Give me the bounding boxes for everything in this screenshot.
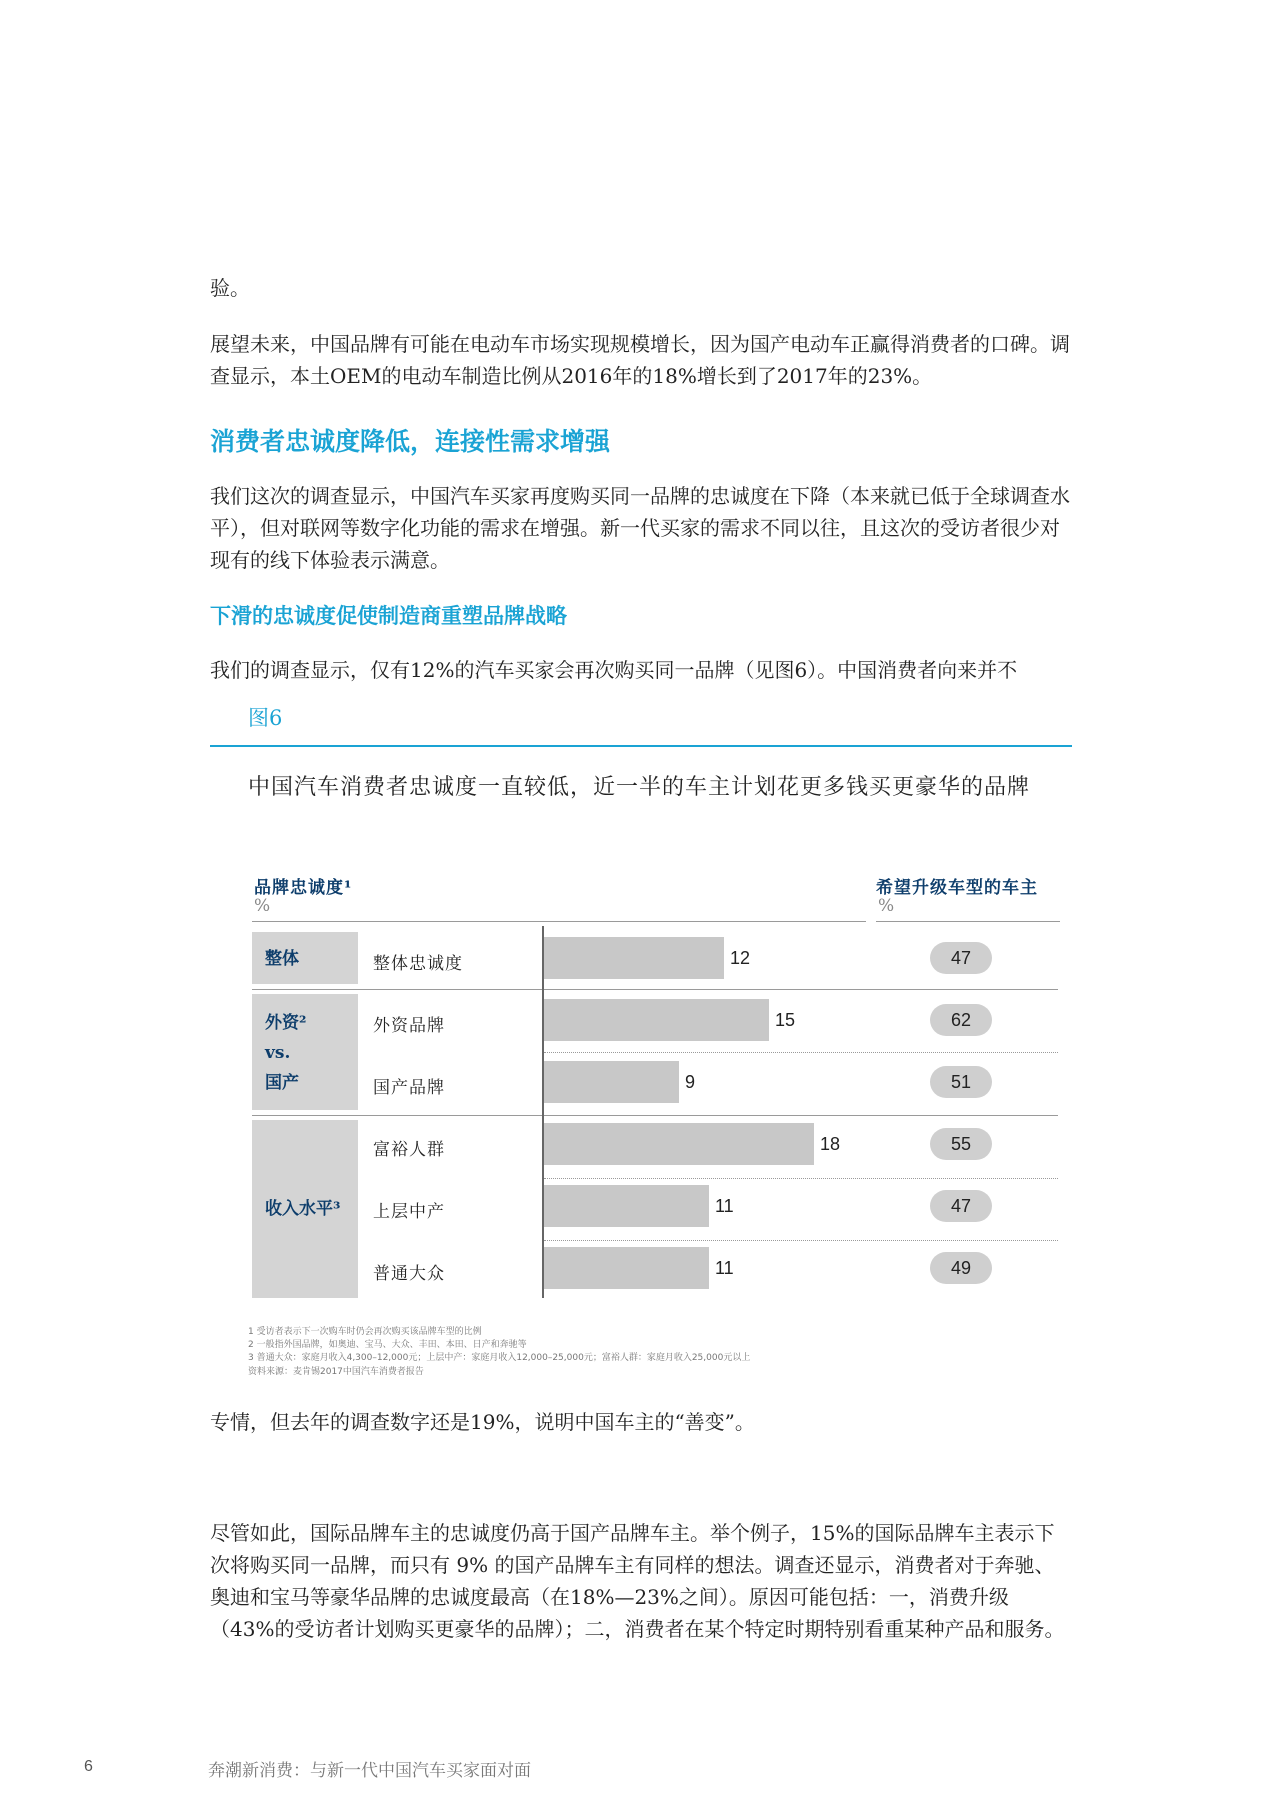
left-column-unit: % xyxy=(254,896,271,916)
loyalty-bar xyxy=(544,1123,814,1165)
loyalty-value-label: 15 xyxy=(775,1010,796,1030)
footer-title: 奔潮新消费：与新一代中国汽车买家面对面 xyxy=(208,1761,531,1781)
row-separator xyxy=(544,1178,1058,1179)
row-label-affluent: 富裕人群 xyxy=(373,1140,445,1160)
row-label-overall-loyalty: 整体忠诚度 xyxy=(373,954,463,974)
right-column-unit: % xyxy=(878,896,895,916)
loyalty-bar xyxy=(544,1185,709,1227)
loyalty-value-label: 11 xyxy=(715,1196,734,1216)
loyalty-value-label: 11 xyxy=(715,1258,734,1278)
row-separator xyxy=(544,1240,1058,1241)
group-separator xyxy=(252,1115,1058,1116)
paragraph-fragment: 验。 xyxy=(210,276,250,300)
page-number: 6 xyxy=(84,1758,93,1775)
loyalty-bar xyxy=(544,1061,679,1103)
upgrade-intent-badge: 47 xyxy=(930,942,992,974)
loyalty-value-label: 9 xyxy=(685,1072,696,1092)
paragraph-loyalty-end: 专情，但去年的调查数字还是19%，说明中国车主的“善变”。 xyxy=(210,1410,755,1434)
figure-label: 图6 xyxy=(248,706,283,730)
upgrade-intent-badge: 55 xyxy=(930,1128,992,1160)
right-header-rule xyxy=(876,921,1060,922)
loyalty-bar xyxy=(544,937,724,979)
paragraph-outlook: 展望未来，中国品牌有可能在电动车市场实现规模增长，因为国产电动车正赢得消费者的口碑。调查显示，本土OEM的电动车制造比例从2016年的18%增长到了2017年的23%。 xyxy=(210,332,1070,388)
group-label-vs: vs. xyxy=(265,1043,291,1063)
row-label-foreign-brands: 外资品牌 xyxy=(373,1016,445,1036)
footnote-source: 资料来源：麦肯锡2017中国汽车消费者报告 xyxy=(248,1367,424,1377)
footnote: 2 一般指外国品牌，如奥迪、宝马、大众、丰田、本田、日产和奔驰等 xyxy=(248,1340,527,1350)
paragraph-international: 尽管如此，国际品牌车主的忠诚度仍高于国产品牌车主。举个例子，15%的国际品牌车主表示下次将购买同一品牌，而只有 9% 的国产品牌车主有同样的想法。调查还显示，消费者对于奔驰、奥迪和宝马等豪华品牌的忠诚度最高（在18%—23%之间）。原因可能包括：一，消费升级（43%的受访者计划购买更豪华的品牌）；二，消费者在某个特定时期特别看重某种产品和服务。 xyxy=(210,1521,1065,1641)
figure-top-rule xyxy=(210,745,1072,747)
group-label-income: 收入水平³ xyxy=(265,1199,341,1219)
footnote: 1 受访者表示下一次购车时仍会再次购买该品牌车型的比例 xyxy=(248,1327,482,1337)
group-label-foreign: 外资² xyxy=(265,1013,307,1033)
row-label-mass: 普通大众 xyxy=(373,1264,445,1284)
loyalty-value-label: 12 xyxy=(730,948,751,968)
subsection-heading: 下滑的忠诚度促使制造商重塑品牌战略 xyxy=(210,603,567,628)
loyalty-bar xyxy=(544,1247,709,1289)
section-heading: 消费者忠诚度降低，连接性需求增强 xyxy=(210,427,611,456)
loyalty-bar xyxy=(544,999,769,1041)
upgrade-intent-badge: 62 xyxy=(930,1004,992,1036)
upgrade-intent-badge: 47 xyxy=(930,1190,992,1222)
paragraph-survey: 我们这次的调查显示，中国汽车买家再度购买同一品牌的忠诚度在下降（本来就已低于全球调查水平），但对联网等数字化功能的需求在增强。新一代买家的需求不同以往，且这次的受访者很少对现有的线下体验表示满意。 xyxy=(210,484,1070,572)
right-column-header: 希望升级车型的车主 xyxy=(876,878,1038,898)
row-label-upper-middle: 上层中产 xyxy=(373,1202,445,1222)
upgrade-intent-badge: 49 xyxy=(930,1252,992,1284)
loyalty-value-label: 18 xyxy=(820,1134,841,1154)
group-label-overall: 整体 xyxy=(265,949,299,969)
row-label-domestic-brands: 国产品牌 xyxy=(373,1078,445,1098)
bar-axis xyxy=(542,926,544,1298)
group-separator xyxy=(252,989,1058,990)
paragraph-loyalty-start: 我们的调查显示，仅有12%的汽车买家会再次购买同一品牌（见图6）。中国消费者向来并不 xyxy=(210,658,1018,682)
row-separator xyxy=(544,1052,1058,1053)
group-label-domestic: 国产 xyxy=(265,1073,299,1093)
upgrade-intent-badge: 51 xyxy=(930,1066,992,1098)
left-header-rule xyxy=(252,921,866,922)
footnote: 3 普通大众：家庭月收入4,300–12,000元；上层中产：家庭月收入12,000–25,000元；富裕人群：家庭月收入25,000元以上 xyxy=(248,1353,751,1363)
left-column-header: 品牌忠诚度¹ xyxy=(254,878,353,898)
chart-title: 中国汽车消费者忠诚度一直较低，近一半的车主计划花更多钱买更豪华的品牌 xyxy=(248,775,1031,800)
